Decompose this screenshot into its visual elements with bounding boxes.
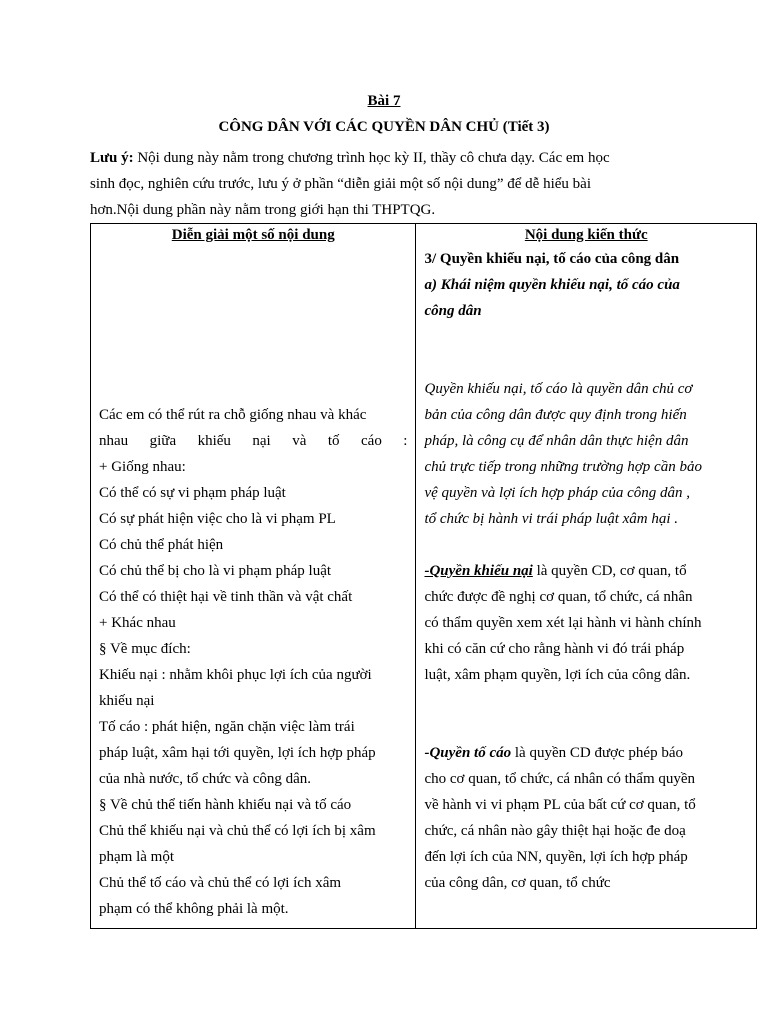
note-line-3: hơn.Nội dung phần này nằm trong giới hạn thi THPTQG.	[90, 202, 436, 218]
definition-line: vệ quyền và lợi ích hợp pháp của công dân ,	[424, 485, 691, 501]
left-line: Có thể có thiệt hại về tinh thần và vật chất	[99, 589, 353, 605]
definition-line: Quyền khiếu nại, tố cáo là quyền dân chủ cơ	[424, 381, 693, 397]
lesson-title: Bài 7	[367, 93, 401, 109]
subsection-title-cont: công dân	[424, 303, 482, 319]
left-line: + Giống nhau:	[99, 459, 186, 475]
left-line: pháp luật, xâm hại tới quyền, lợi ích hợp pháp	[99, 745, 376, 761]
left-line: Có chủ thể bị cho là vi phạm pháp luật	[99, 563, 332, 579]
definition-line: pháp, là công cụ để nhân dân thực hiện dân	[424, 433, 689, 449]
complaint-line: chức được đề nghị cơ quan, tổ chức, cá nhân	[424, 589, 693, 605]
left-line: phạm có thể không phải là một.	[99, 901, 289, 917]
left-line: Có chủ thể phát hiện	[99, 537, 224, 553]
content-table	[90, 223, 757, 929]
left-line: Có thể có sự vi phạm pháp luật	[99, 485, 286, 501]
note-line-1	[90, 145, 670, 171]
complaint-term: -Quyền khiếu nại	[424, 563, 533, 579]
definition-line: chủ trực tiếp trong những trường hợp cần bảo	[424, 459, 702, 475]
left-column	[91, 224, 416, 929]
left-line: Các em có thể rút ra chỗ giống nhau và khác	[99, 407, 367, 423]
left-line: + Khác nhau	[99, 615, 176, 631]
left-line: § Về chủ thể tiến hành khiếu nại và tố cáo	[99, 797, 352, 813]
left-line: phạm là một	[99, 849, 174, 865]
section-title: 3/ Quyền khiếu nại, tố cáo của công dân	[424, 251, 680, 267]
subsection-title: a) Khái niệm quyền khiếu nại, tố cáo của	[424, 277, 680, 293]
right-column-header: Nội dung kiến thức	[524, 227, 648, 243]
definition-line: tổ chức bị hành vi trái pháp luật xâm hại .	[424, 511, 679, 527]
denounce-line: của công dân, cơ quan, tổ chức	[424, 875, 611, 891]
denounce-line: về hành vi vi phạm PL của bất cứ cơ quan, tổ	[424, 797, 696, 813]
lesson-heading: CÔNG DÂN VỚI CÁC QUYỀN DÂN CHỦ (Tiết 3)	[218, 119, 550, 135]
left-line: nhau giữa khiếu nại và tố cáo :	[99, 433, 408, 449]
definition-line: bản của công dân được quy định trong hiến	[424, 407, 687, 423]
denounce-line: chức, cá nhân nào gây thiệt hại hoặc đe doạ	[424, 823, 686, 839]
complaint-line: có thẩm quyền xem xét lại hành vi hành chính	[424, 615, 702, 631]
left-line: Chủ thể tố cáo và chủ thể có lợi ích xâm	[99, 875, 342, 891]
denounce-line: đến lợi ích của NN, quyền, lợi ích hợp pháp	[424, 849, 688, 865]
left-line: § Về mục đích:	[99, 641, 191, 657]
left-line: Chủ thể khiếu nại và chủ thể có lợi ích bị xâm	[99, 823, 376, 839]
note-text-1: Nội dung này nằm trong chương trình học kỳ II, thầy cô chưa dạy. Các em học	[133, 150, 610, 166]
complaint-line: luật, xâm phạm quyền, lợi ích của công dân.	[424, 667, 691, 683]
left-column-header: Diễn giải một số nội dung	[171, 227, 335, 243]
right-column	[416, 224, 757, 929]
complaint-line: khi có căn cứ cho rằng hành vi đó trái pháp	[424, 641, 685, 657]
left-line: Khiếu nại : nhằm khôi phục lợi ích của người	[99, 667, 372, 683]
left-line: Có sự phát hiện việc cho là vi phạm PL	[99, 511, 336, 527]
denounce-term: -Quyền tố cáo	[424, 745, 512, 761]
note-label: Lưu ý:	[90, 150, 134, 166]
complaint-line: là quyền CD, cơ quan, tổ	[532, 563, 687, 579]
left-line: khiếu nại	[99, 693, 155, 709]
left-line: Tố cáo : phát hiện, ngăn chặn việc làm trái	[99, 719, 355, 735]
denounce-line: là quyền CD được phép báo	[511, 745, 683, 761]
denounce-line: cho cơ quan, tổ chức, cá nhân có thẩm quyền	[424, 771, 696, 787]
note-line-2: sinh đọc, nghiên cứu trước, lưu ý ở phần “diễn giải một số nội dung” để dễ hiểu bài	[90, 176, 591, 192]
left-line: của nhà nước, tổ chức và công dân.	[99, 771, 312, 787]
